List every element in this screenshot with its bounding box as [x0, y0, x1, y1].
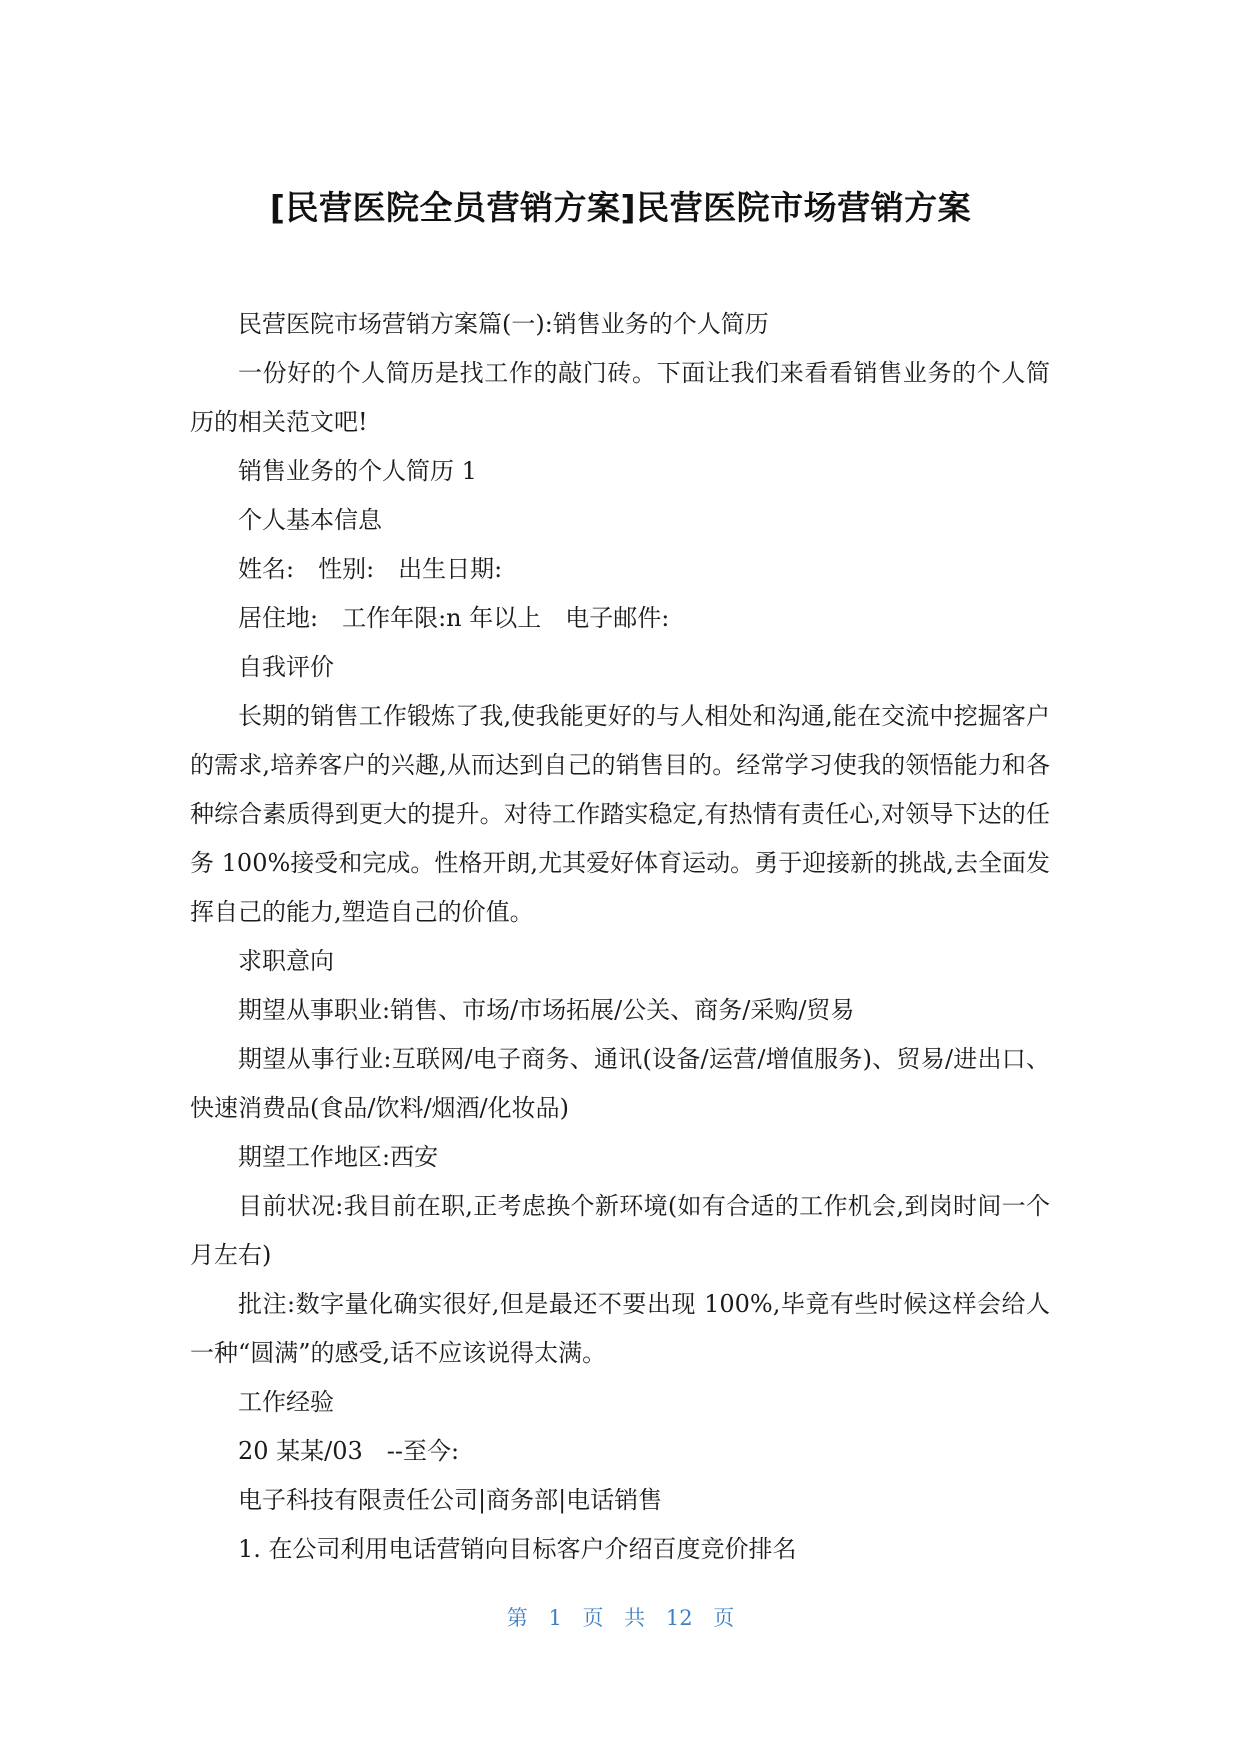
paragraph-expected-industry: 期望从事行业:互联网/电子商务、通讯(设备/运营/增值服务)、贸易/进出口、快速消费品(食品/饮料/烟酒/化妆品) [190, 1045, 1050, 1122]
paragraph-name-gender-birth: 姓名: 性别: 出生日期: [238, 555, 503, 583]
paragraph-duty-1: 1. 在公司利用电话营销向目标客户介绍百度竞价排名 [238, 1535, 797, 1563]
paragraph-resume-title: 销售业务的个人简历 1 [238, 457, 477, 485]
paragraph-residence-email: 居住地: 工作年限:n 年以上 电子邮件: [238, 604, 670, 632]
paragraph-expected-occupation: 期望从事职业:销售、市场/市场拓展/公关、商务/采购/贸易 [238, 996, 855, 1024]
paragraph-intro: 一份好的个人简历是找工作的敲门砖。下面让我们来看看销售业务的个人简历的相关范文吧! [190, 359, 1050, 436]
page-number-footer: 第 1 页 共 12 页 [506, 1606, 735, 1630]
paragraph-self-evaluation: 长期的销售工作锻炼了我,使我能更好的与人相处和沟通,能在交流中挖掘客户的需求,培养客户的兴趣,从而达到自己的销售目的。经常学习使我的领悟能力和各种综合素质得到更大的提升。对待工作踏实稳定,有热情有责任心,对领导下达的任务 100%接受和完成。性格开朗,尤其爱好体育运动。勇于迎接新的挑战,去全面发挥自己的能力,塑造自己的价值。 [190, 702, 1050, 926]
document-title: [民营医院全员营销方案]民营医院市场营销方案 [269, 188, 972, 227]
paragraph-basic-info-heading: 个人基本信息 [238, 506, 382, 534]
paragraph-self-evaluation-heading: 自我评价 [238, 653, 334, 681]
paragraph-section-heading: 民营医院市场营销方案篇(一):销售业务的个人简历 [238, 310, 769, 338]
paragraph-job-intention-heading: 求职意向 [238, 947, 334, 975]
paragraph-current-status: 目前状况:我目前在职,正考虑换个新环境(如有合适的工作机会,到岗时间一个月左右) [190, 1192, 1050, 1269]
paragraph-annotation: 批注:数字量化确实很好,但是最还不要出现 100%,毕竟有些时候这样会给人一种“圆满”的感受,话不应该说得太满。 [190, 1290, 1050, 1367]
paragraph-work-experience-heading: 工作经验 [238, 1388, 334, 1416]
document-body [190, 300, 1050, 1574]
paragraph-company: 电子科技有限责任公司|商务部|电话销售 [238, 1486, 663, 1514]
paragraph-work-period: 20 某某/03 --至今: [238, 1437, 460, 1465]
paragraph-expected-location: 期望工作地区:西安 [238, 1143, 439, 1171]
